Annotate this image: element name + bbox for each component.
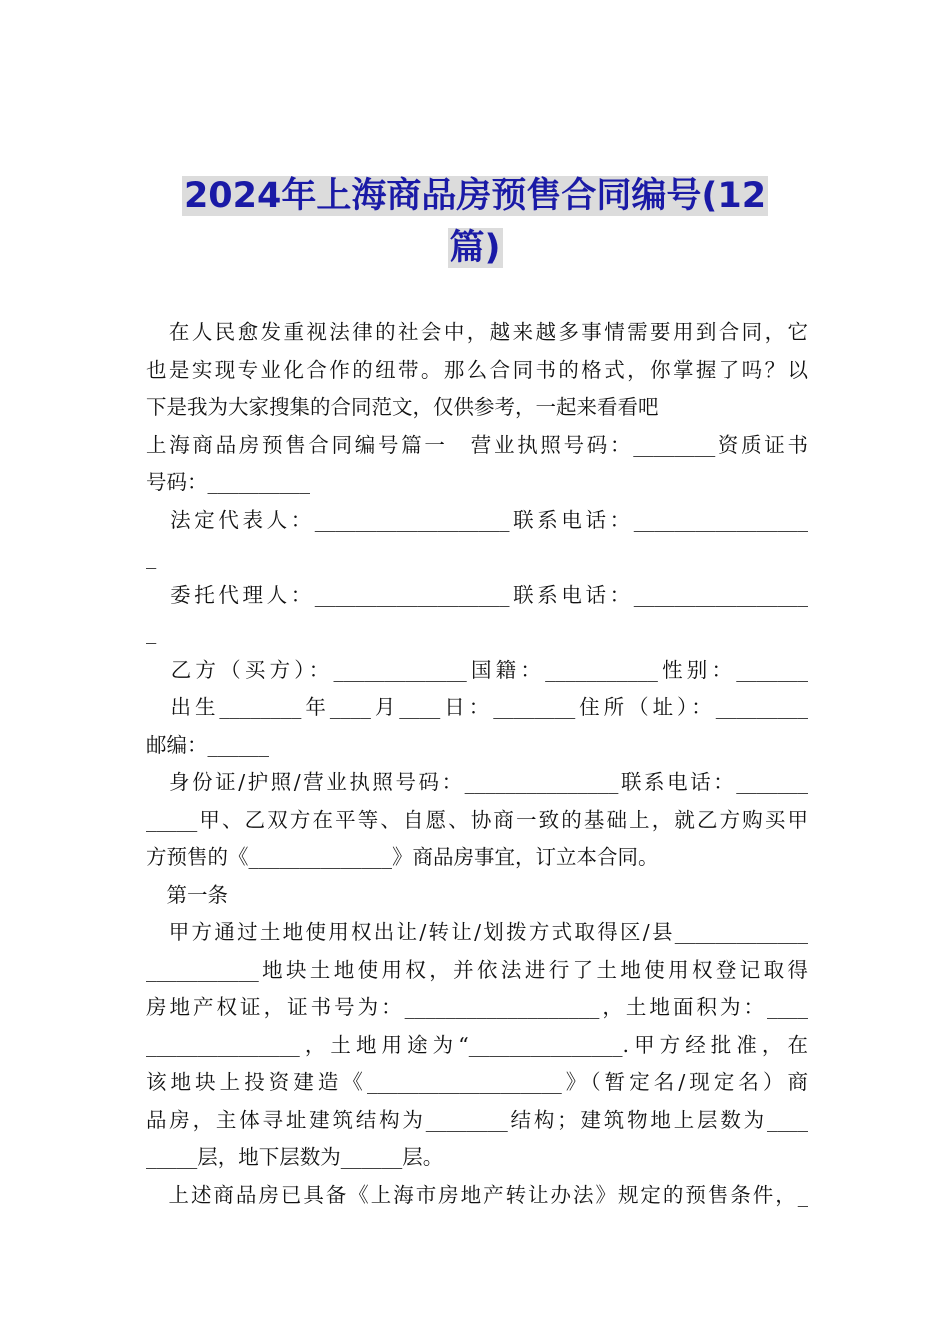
- body-line: 邮编：______: [146, 732, 269, 757]
- body-line: 法定代表人：___________________联系电话：_________________: [146, 507, 808, 532]
- body-line: 在人民愈发重视法律的社会中，越来越多事情需要用到合同，它: [146, 320, 808, 344]
- body-line: _______________，土地用途为“_______________.甲方经批准，在: [146, 1032, 808, 1057]
- body-line: 委托代理人：___________________联系电话：_________________: [146, 582, 808, 607]
- body-line: 也是实现专业化合作的纽带。那么合同书的格式，你掌握了吗？以: [146, 357, 808, 382]
- title-line-1: 2024年上海商品房预售合同编号(12: [183, 176, 767, 216]
- body-line: 甲方通过土地使用权出让/转让/划拨方式取得区/县_____________: [146, 920, 808, 944]
- body-line: 出生________年____月____日：________住所（址）：_________: [146, 695, 808, 719]
- body-line: 下是我为大家搜集的合同范文，仅供参考，一起来看看吧: [146, 395, 659, 419]
- body-line: 该地块上投资建造《___________________》（暂定名/现定名）商: [146, 1070, 808, 1094]
- body-line: 号码：__________: [146, 470, 310, 494]
- body-line: 身份证/护照/营业执照号码：_______________联系电话：_______: [146, 770, 808, 794]
- body-line: 方预售的《______________》商品房事宜，订立本合同。: [146, 845, 659, 869]
- body-line: _: [146, 545, 157, 569]
- body-line: _: [146, 620, 157, 644]
- body-line: 房地产权证，证书号为：___________________，土地面积为：____: [146, 995, 808, 1019]
- body-line: _____层，地下层数为______层。: [146, 1145, 444, 1169]
- body-line: ___________地块土地使用权，并依法进行了土地使用权登记取得: [146, 957, 808, 982]
- body-line: 上述商品房已具备《上海市房地产转让办法》规定的预售条件，_: [146, 1182, 808, 1207]
- title-line-2: 篇): [449, 228, 501, 268]
- body-line: 上海商品房预售合同编号篇一 营业执照号码：________资质证书: [146, 432, 808, 457]
- document-title: [120, 170, 830, 274]
- document-body: [146, 314, 808, 1214]
- body-line: 乙方（买方）：_____________国籍：___________性别：_______: [146, 657, 808, 682]
- body-line: _____甲、乙双方在平等、自愿、协商一致的基础上，就乙方购买甲: [146, 807, 808, 832]
- body-line: 品房，主体寻址建筑结构为________结构；建筑物地上层数为____: [146, 1107, 808, 1132]
- body-line: 第一条: [146, 882, 228, 907]
